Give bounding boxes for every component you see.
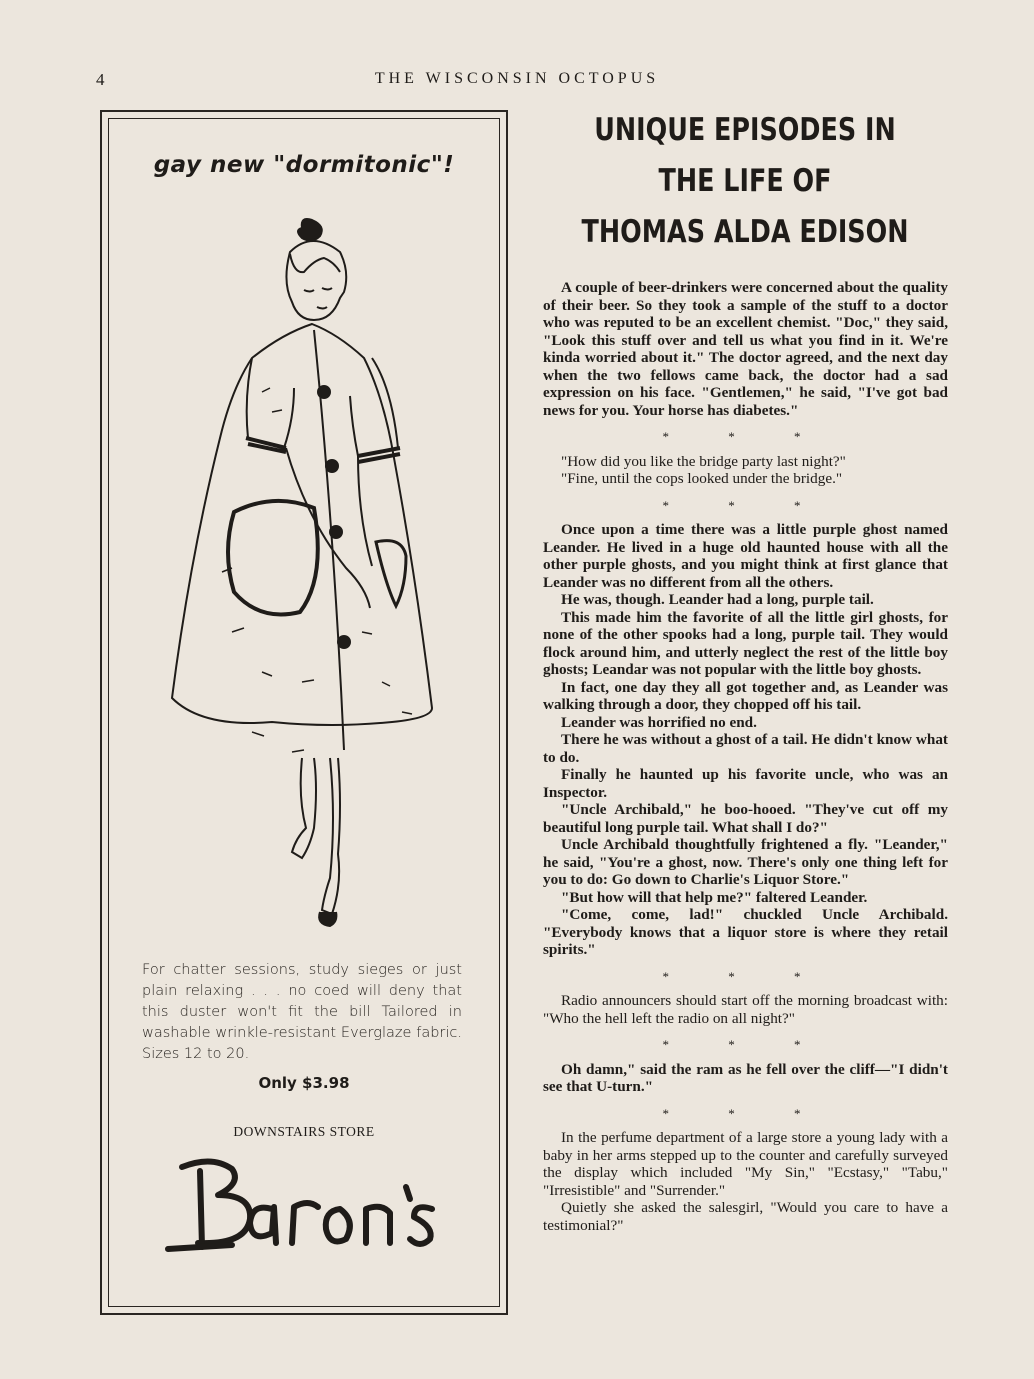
paragraph: Leander was horrified no end. [561, 713, 757, 731]
separator: * * * [662, 429, 829, 444]
ad-copy: For chatter sessions, study sieges or just plain relaxing . . . no coed will deny that this duster won't fit the bill Tailored in washable wrinkle-resistant Everglaze fabric. Sizes 12 to 20. [142, 962, 462, 1062]
article-body [543, 279, 948, 1234]
paragraph: "Come, come, lad!" chuckled Uncle Archibald. "Everybody knows that a liquor store is where they retail spirits." [543, 906, 948, 958]
paragraph: "Fine, until the cops looked under the bridge." [561, 470, 843, 487]
paragraph: "But how will that help me?" faltered Leander. [561, 888, 868, 906]
paragraph: There he was without a ghost of a tail. He didn't know what to do. [543, 731, 948, 766]
paragraph: Finally he haunted up his favorite uncle, who was an Inspector. [543, 766, 948, 801]
running-head: THE WISCONSIN OCTOPUS [374, 70, 660, 87]
ad-price: Only $3.98 [258, 1074, 350, 1092]
paragraph: Once upon a time there was a little purple ghost named Leander. He lived in a huge old haunted house with all the other purple ghosts, and you might think at first glance that Leander was no different from all the others. [543, 521, 948, 591]
paragraph: Quietly she asked the salesgirl, "Would you care to have a testimonial?" [543, 1199, 948, 1234]
article-title-line: UNIQUE EPISODES IN [594, 112, 896, 148]
article-title-line: THOMAS ALDA EDISON [581, 214, 909, 250]
paragraph: "Uncle Archibald," he boo-hooed. "They've cut off my beautiful long purple tail. What shall I do?" [543, 801, 948, 836]
ad-department: DOWNSTAIRS STORE [233, 1124, 375, 1139]
paragraph: "How did you like the bridge party last night?" [561, 452, 846, 470]
ad-headline: gay new "dormitonic"! [153, 152, 455, 178]
advertisement [100, 110, 508, 1315]
separator: * * * [662, 968, 829, 984]
paragraph: This made him the favorite of all the little girl ghosts, for none of the other spooks had a long, purple tail. They would flock around him, and utterly neglect the rest of the little boy ghosts; Leandar was not popular with the little boy ghosts. [543, 608, 948, 678]
paragraph: Radio announcers should start off the morning broadcast with: "Who the hell left the radio on all night?" [543, 992, 948, 1027]
separator: * * * [662, 1105, 829, 1121]
paragraph: A couple of beer-drinkers were concerned about the quality of their beer. So they took a sample of the stuff to a doctor who was reputed to be an excellent chemist. "Doc," they said, "Look this stuff over and tell us what you find in it. We're kinda worried about it." The doctor agreed, and the next day when the two fellows came back, the doctor had a sad expression on his face. "Gentlemen," he said, "I've got bad news for you. Your horse has diabetes." [543, 279, 948, 419]
dress-illustration [162, 212, 452, 932]
paragraph: In the perfume department of a large store a young lady with a baby in her arms stepped up to the counter and carefully surveyed the display which included "My Sin," "Ecstasy," "Tabu," "Irresistible" and "Surrender." [543, 1129, 948, 1199]
article-title [581, 105, 909, 258]
paragraph: In fact, one day they all got together and, as Leander was walking through a door, they chopped off his tail. [543, 678, 948, 713]
page-number: 4 [96, 70, 105, 89]
barons-logo [162, 1147, 442, 1252]
paragraph: Uncle Archibald thoughtfully frightened a fly. "Leander," he said, "You're a ghost, now. There's only one thing left for you to do: Go down to Charlie's Liquor Store." [543, 836, 948, 888]
separator: * * * [662, 497, 829, 513]
separator: * * * [662, 1037, 829, 1052]
paragraph: He was, though. Leander had a long, purple tail. [561, 591, 874, 608]
paragraph: Oh damn," said the ram as he fell over the cliff—"I didn't see that U-turn." [543, 1060, 948, 1095]
article-title-line: THE LIFE OF [658, 163, 832, 199]
